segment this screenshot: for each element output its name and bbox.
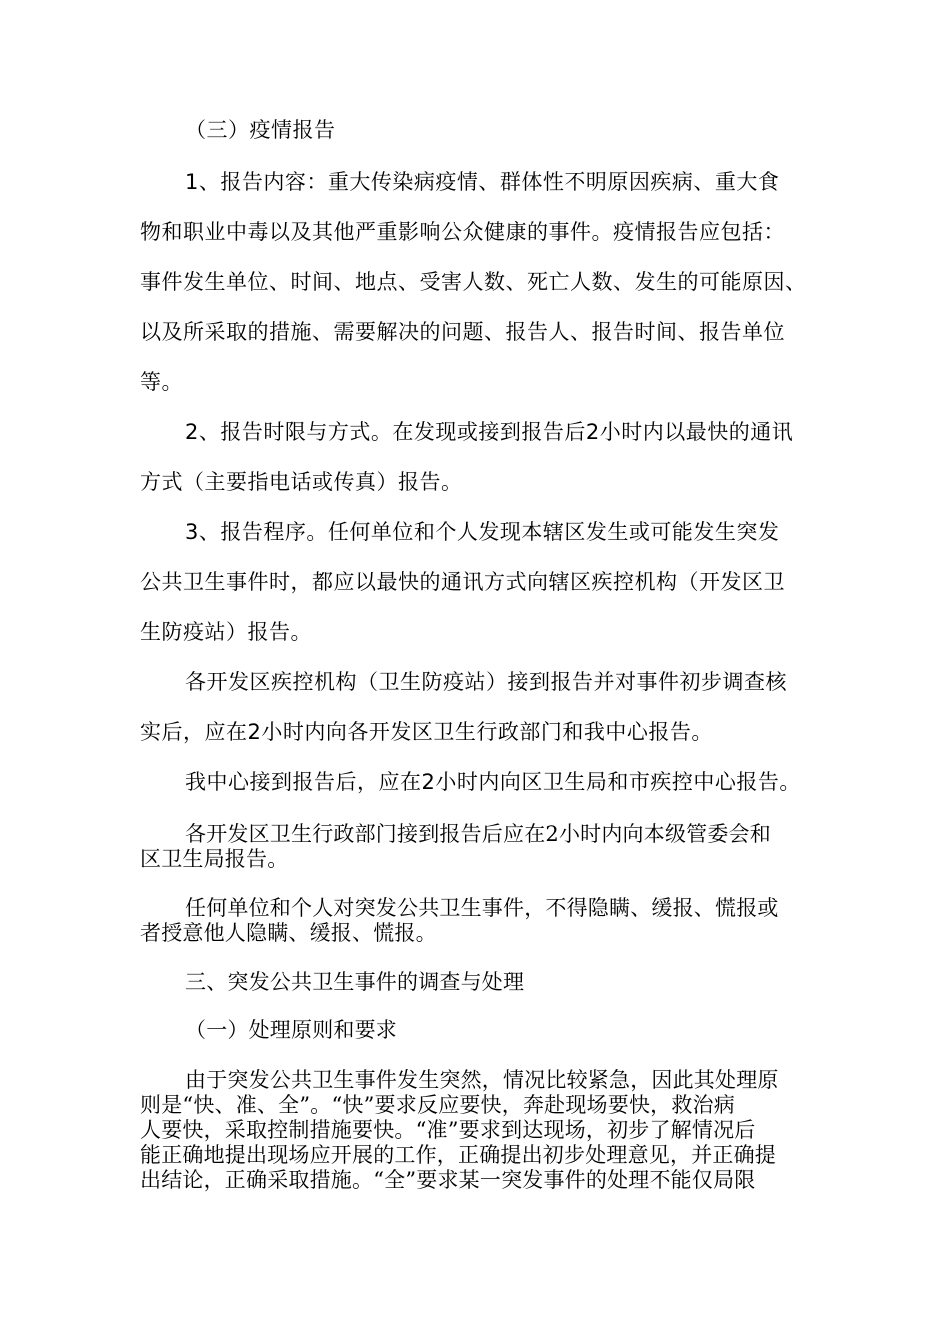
center-report-line: 我中心接到报告后，应在2小时内向区卫生局和市疾控中心报告。 — [185, 770, 801, 794]
admin-report-line: 各开发区卫生行政部门接到报告后应在2小时内向本级管委会和 — [185, 822, 771, 846]
report-content-line: 事件发生单位、时间、地点、受害人数、死亡人数、发生的可能原因、 — [140, 270, 807, 294]
section-heading-investigation: 三、突发公共卫生事件的调查与处理 — [185, 970, 525, 994]
report-content-line: 以及所采取的措施、需要解决的问题、报告人、报告时间、报告单位 — [140, 320, 785, 344]
heading-epidemic-report: （三）疫情报告 — [185, 118, 336, 142]
report-content-line: 1、报告内容：重大传染病疫情、群体性不明原因疾病、重大食 — [185, 170, 780, 194]
principles-line: 人要快，采取控制措施要快。“准”要求到达现场，初步了解情况后 — [140, 1118, 756, 1142]
report-procedure-line: 公共卫生事件时，都应以最快的通讯方式向辖区疾控机构（开发区卫 — [140, 570, 785, 594]
subheading-principles: （一）处理原则和要求 — [185, 1018, 397, 1042]
report-content-line: 物和职业中毒以及其他严重影响公众健康的事件。疫情报告应包括： — [140, 220, 785, 244]
report-content-line: 等。 — [140, 370, 183, 394]
no-concealment-line: 任何单位和个人对突发公共卫生事件，不得隐瞒、缓报、慌报或 — [185, 896, 779, 920]
report-timing-line: 方式（主要指电话或传真）报告。 — [140, 470, 463, 494]
report-procedure-line: 生防疫站）报告。 — [140, 620, 312, 644]
report-procedure-line: 3、报告程序。任何单位和个人发现本辖区发生或可能发生突发 — [185, 520, 780, 544]
principles-line: 出结论，正确采取措施。“全”要求某一突发事件的处理不能仅局限 — [140, 1168, 756, 1192]
cdc-report-line: 实后，应在2小时内向各开发区卫生行政部门和我中心报告。 — [140, 720, 713, 744]
report-timing-line: 2、报告时限与方式。在发现或接到报告后2小时内以最快的通讯 — [185, 420, 794, 444]
principles-line: 则是“快、准、全”。“快”要求反应要快，奔赴现场要快，救治病 — [140, 1093, 735, 1117]
principles-line: 由于突发公共卫生事件发生突然，情况比较紧急，因此其处理原 — [185, 1068, 779, 1092]
no-concealment-line: 者授意他人隐瞒、缓报、慌报。 — [140, 921, 437, 945]
cdc-report-line: 各开发区疾控机构（卫生防疫站）接到报告并对事件初步调查核 — [185, 670, 787, 694]
principles-line: 能正确地提出现场应开展的工作，正确提出初步处理意见，并正确提 — [140, 1143, 776, 1167]
admin-report-line: 区卫生局报告。 — [140, 847, 289, 871]
